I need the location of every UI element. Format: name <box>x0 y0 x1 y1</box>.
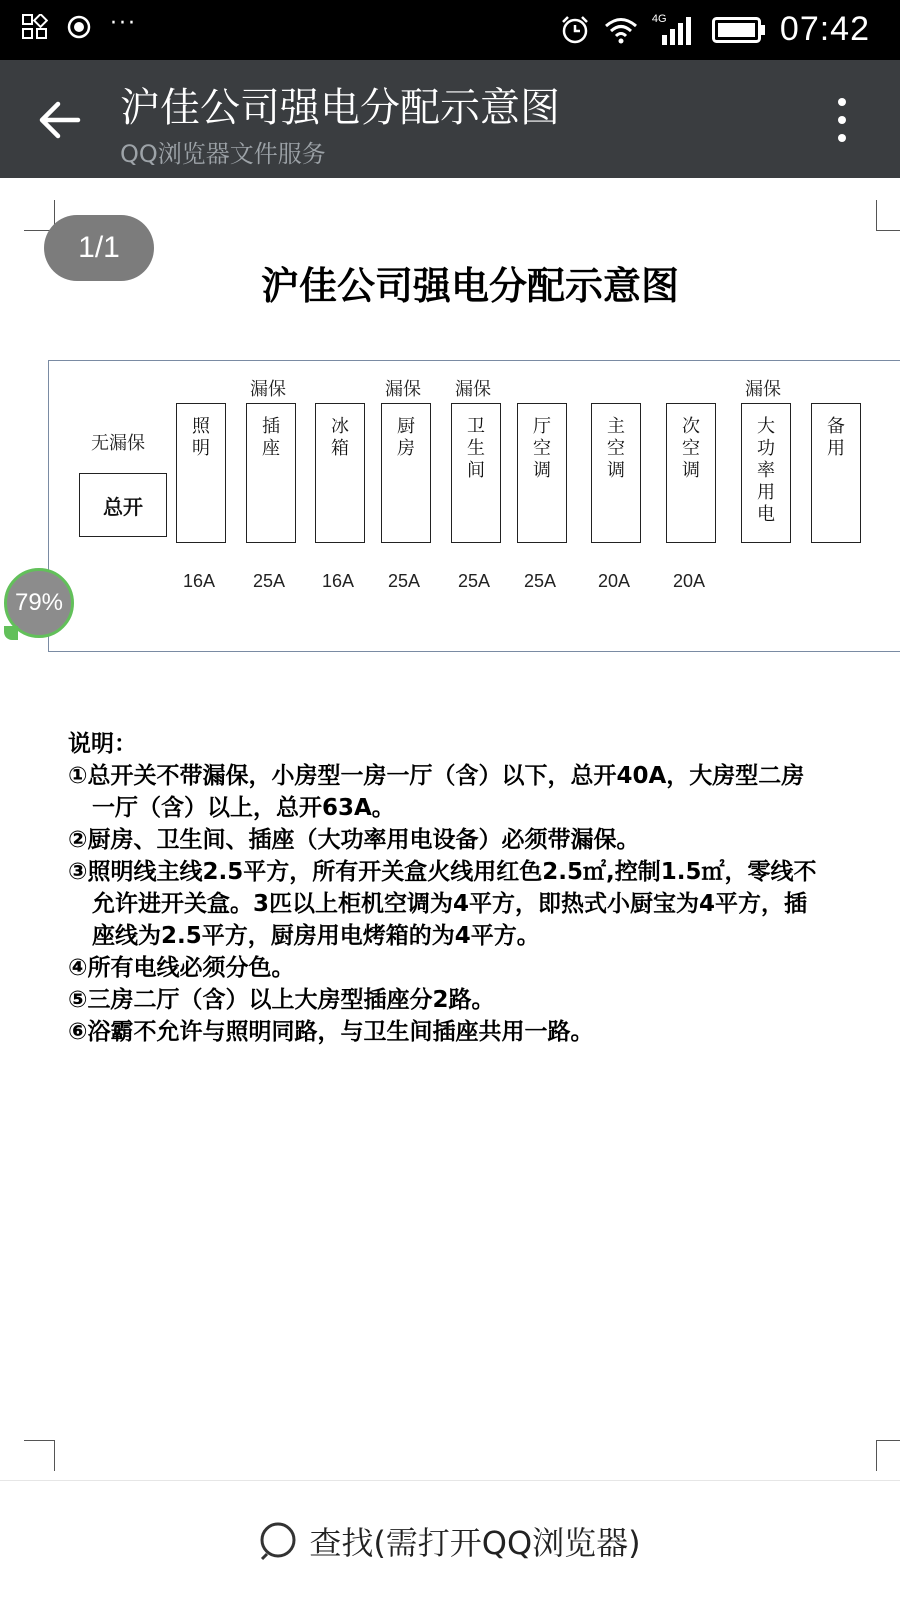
note-line: ⑤三房二厅（含）以上大房型插座分2路。 <box>68 987 495 1013</box>
circuit-name-char: 明 <box>192 438 210 459</box>
notes-heading: 说明： <box>68 731 137 757</box>
circuit-box <box>517 403 567 543</box>
circuit-name-char: 卫 <box>467 416 485 437</box>
circuit-box <box>811 403 861 543</box>
status-time: 07:42 <box>779 10 870 48</box>
circuit-name-char: 厅 <box>533 416 551 437</box>
more-options-icon[interactable] <box>830 96 854 144</box>
circuit-ampere: 16A <box>183 571 216 591</box>
circuit-box <box>741 403 791 543</box>
wifi-icon <box>604 16 638 44</box>
circuit-ampere: 25A <box>253 571 286 591</box>
circuit-name-char: 插 <box>262 416 280 437</box>
circuit-name-char: 调 <box>682 460 700 481</box>
app-title: 沪佳公司强电分配示意图 <box>120 85 560 131</box>
note-line: 一厅（含）以上，总开63A。 <box>92 795 395 821</box>
app-subtitle: QQ浏览器文件服务 <box>120 140 326 168</box>
circuit-name-char: 率 <box>757 460 775 481</box>
note-line: ⑥浴霸不允许与照明同路，与卫生间插座共用一路。 <box>68 1019 594 1045</box>
circuit-name-char: 功 <box>757 438 775 459</box>
circuit-ampere: 20A <box>598 571 631 591</box>
circuit-name-char: 生 <box>467 438 485 459</box>
circuit-ampere: 25A <box>388 571 421 591</box>
page-indicator: 1/1 <box>44 215 154 281</box>
circuit-name-char: 备 <box>827 416 845 437</box>
find-label: 查找(需打开QQ浏览器) <box>309 1524 641 1562</box>
crop-mark-top-right <box>876 200 900 231</box>
circuit-box <box>451 403 501 543</box>
circuit-name-char: 箱 <box>331 438 349 459</box>
note-line: 允许进开关盒。3匹以上柜机空调为4平方，即热式小厨宝为4平方，插 <box>92 891 808 917</box>
circuit-name-char: 次 <box>682 416 700 437</box>
signal-icon <box>652 13 698 47</box>
more-notifications-dots: ··· <box>110 10 137 36</box>
circuit-ampere: 16A <box>322 571 355 591</box>
circuit-name-char: 冰 <box>331 416 349 437</box>
note-line: ②厨房、卫生间、插座（大功率用电设备）必须带漏保。 <box>68 827 640 853</box>
cellular-signal <box>652 13 698 47</box>
circuit-box <box>315 403 365 543</box>
note-line: 座线为2.5平方，厨房用电烤箱的为4平方。 <box>92 923 540 949</box>
search-icon <box>259 1521 299 1561</box>
document-title: 沪佳公司强电分配示意图 <box>260 264 679 308</box>
status-bar <box>0 0 900 60</box>
network-type-label: 4G <box>651 12 667 25</box>
notes-section <box>68 728 888 1048</box>
circuit-name-char: 用 <box>827 438 845 459</box>
back-arrow-icon[interactable] <box>38 98 82 142</box>
circuit-rcd-label: 漏保 <box>745 379 781 400</box>
circuit-ampere: 20A <box>673 571 706 591</box>
circuit-name-char: 调 <box>533 460 551 481</box>
circuit-ampere: 25A <box>458 571 491 591</box>
circuit-rcd-label: 漏保 <box>385 379 421 400</box>
circuit-name-char: 厨 <box>397 416 415 437</box>
app-bar <box>0 60 900 178</box>
note-line: ①总开关不带漏保，小房型一房一厅（含）以下，总开40A，大房型二房 <box>68 763 805 789</box>
circuit-box <box>381 403 431 543</box>
main-switch-box <box>79 473 167 537</box>
circuit-name-char: 空 <box>607 438 625 459</box>
circuit-name-char: 大 <box>757 416 775 437</box>
distribution-diagram <box>48 360 900 652</box>
circuit-name-char: 用 <box>757 482 775 503</box>
circuit-name-char: 房 <box>397 438 415 459</box>
note-line: ④所有电线必须分色。 <box>68 955 295 981</box>
crop-mark-bottom-left <box>24 1440 55 1471</box>
zoom-indicator-tail <box>4 626 18 640</box>
circuit-box <box>591 403 641 543</box>
circuit-ampere: 25A <box>524 571 557 591</box>
circuit-name-char: 主 <box>607 416 625 437</box>
circuit-rcd-label: 漏保 <box>455 379 491 400</box>
battery-icon <box>712 17 766 43</box>
circuit-box <box>246 403 296 543</box>
circuit-rcd-label: 漏保 <box>250 379 286 400</box>
note-line: ③照明线主线2.5平方，所有开关盒火线用红色2.5㎡,控制1.5㎡，零线不 <box>68 859 817 885</box>
circuit-box <box>666 403 716 543</box>
circuit-name-char: 空 <box>682 438 700 459</box>
main-switch-label: 总开 <box>103 494 143 519</box>
alarm-icon <box>560 15 590 45</box>
circuit-box <box>176 403 226 543</box>
circuit-name-char: 调 <box>607 460 625 481</box>
status-left <box>22 10 137 40</box>
circuit-name-char: 座 <box>262 438 280 459</box>
circuit-name-char: 间 <box>467 460 485 481</box>
find-bar[interactable] <box>0 1480 900 1601</box>
circuit-name-char: 电 <box>757 504 775 525</box>
circuit-name-char: 空 <box>533 438 551 459</box>
record-icon <box>66 14 92 40</box>
apps-icon <box>22 14 48 40</box>
zoom-indicator[interactable]: 79% <box>4 568 74 638</box>
circuit-name-char: 照 <box>192 416 210 437</box>
status-right <box>560 10 870 49</box>
main-switch-top-label: 无漏保 <box>91 433 145 454</box>
crop-mark-bottom-right <box>876 1440 900 1471</box>
